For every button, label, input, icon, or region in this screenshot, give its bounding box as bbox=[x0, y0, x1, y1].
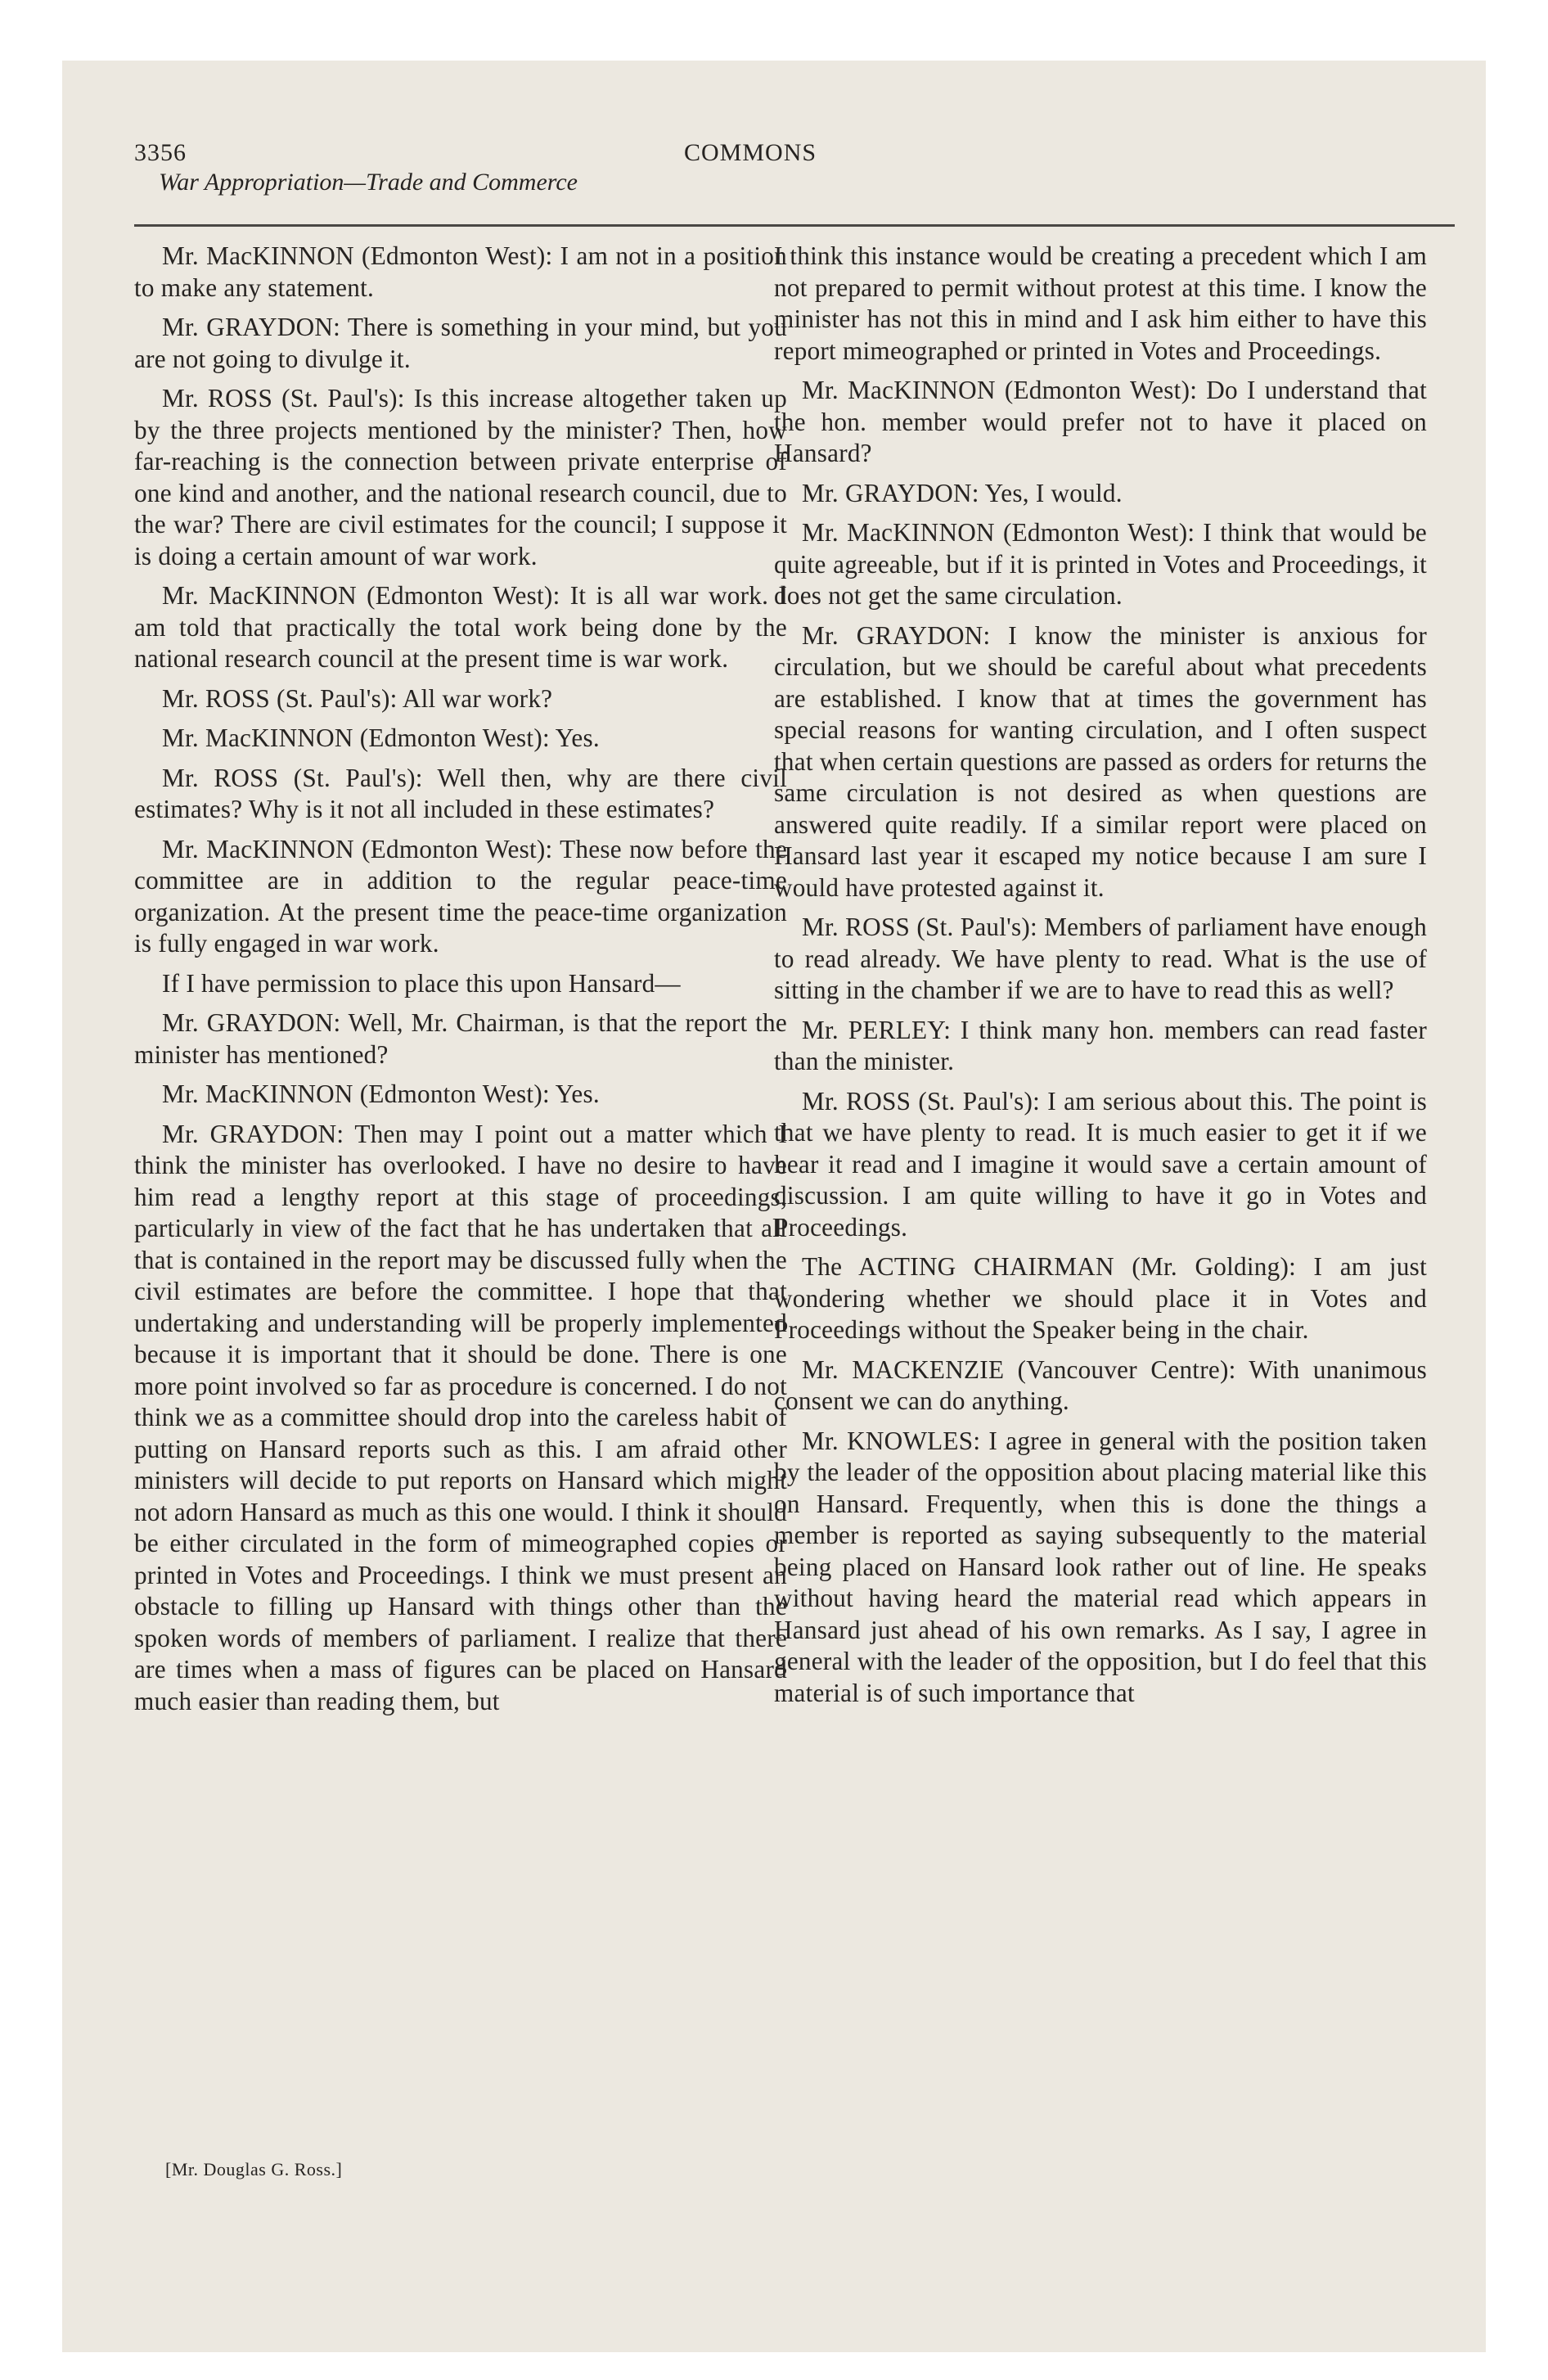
paragraph: Mr. MacKINNON (Edmonton West): These now before the committee are in addition to the regular peace-time organization. At the present time the peace-time organization is fully engaged in war work. bbox=[134, 834, 787, 958]
section-title: War Appropriation—Trade and Commerce bbox=[159, 169, 578, 196]
paragraph: Mr. KNOWLES: I agree in general with the position taken by the leader of the opposition about placing material like this on Hansard. Frequently, when this is done the things a member is reported as saying subsequently to the material being placed on Hansard look rather out of line. He speaks without having heard the material read which appears in Hansard just ahead of his own remarks. As I say, I agree in general with the leader of the opposition, but I do feel that this material is of such importance that bbox=[774, 1426, 1427, 1707]
paragraph: Mr. ROSS (St. Paul's): Is this increase altogether taken up by the three projects mentioned by the minister? Then, how far-reaching is the connection between private enterprise of one kind and another, and the national research council, due to the war? There are civil estimates for the council; I suppose it is doing a certain amount of war work. bbox=[134, 384, 787, 570]
left-column bbox=[134, 241, 787, 1725]
paragraph: Mr. MacKINNON (Edmonton West): It is all war work. I am told that practically the total work being done by the national research council at the present time is war work. bbox=[134, 581, 787, 673]
running-head: COMMONS bbox=[684, 139, 817, 166]
paragraph: Mr. MacKINNON (Edmonton West): I think that would be quite agreeable, but if it is printed in Votes and Proceedings, it does not get the same circulation. bbox=[774, 518, 1427, 610]
paragraph: Mr. PERLEY: I think many hon. members can read faster than the minister. bbox=[774, 1015, 1427, 1075]
paragraph: Mr. GRAYDON: There is something in your mind, but you are not going to divulge it. bbox=[134, 313, 787, 373]
page-number: 3356 bbox=[134, 139, 187, 166]
paragraph: Mr. GRAYDON: I know the minister is anxious for circulation, but we should be careful about what precedents are established. I know that at times the government has special reasons for wanting circulation, and I often suspect that when certain questions are passed as orders for returns the same circulation is not desired as when questions are answered quite readily. If a similar report were placed on Hansard last year it escaped my notice because I am sure I would have protested against it. bbox=[774, 620, 1427, 902]
page-header bbox=[62, 61, 1486, 224]
scanned-page bbox=[62, 61, 1486, 2352]
paragraph: I think this instance would be creating a precedent which I am not prepared to permit without protest at this time. I know the minister has not this in mind and I ask him either to have this report mimeographed or printed in Votes and Proceedings. bbox=[774, 241, 1427, 365]
paragraph: Mr. MacKINNON (Edmonton West): Yes. bbox=[162, 1080, 600, 1108]
paragraph: Mr. MacKINNON (Edmonton West): Yes. bbox=[162, 723, 600, 752]
speaker-attribution: [Mr. Douglas G. Ross.] bbox=[165, 2159, 343, 2179]
paragraph: Mr. MacKINNON (Edmonton West): I am not in a position to make any statement. bbox=[134, 241, 787, 302]
header-rule bbox=[134, 224, 1455, 227]
paragraph: Mr. MACKENZIE (Vancouver Centre): With unanimous consent we can do anything. bbox=[774, 1355, 1427, 1415]
paragraph: If I have permission to place this upon Hansard— bbox=[162, 968, 681, 998]
paragraph: Mr. ROSS (St. Paul's): Well then, why are there civil estimates? Why is it not all included in these estimates? bbox=[134, 763, 787, 823]
right-column bbox=[774, 241, 1427, 1717]
paragraph: Mr. ROSS (St. Paul's): I am serious about this. The point is that we have plenty to read. It is much easier to get it if we hear it read and I imagine it would save a certain amount of discussion. I am quite willing to have it go in Votes and Proceedings. bbox=[774, 1086, 1427, 1242]
paragraph: Mr. ROSS (St. Paul's): All war work? bbox=[162, 683, 553, 713]
paragraph: Mr. ROSS (St. Paul's): Members of parliament have enough to read already. We have plenty to read. What is the use of sitting in the chamber if we are to have to read this as well? bbox=[774, 913, 1427, 1004]
paragraph: The ACTING CHAIRMAN (Mr. Golding): I am just wondering whether we should place it in Votes and Proceedings without the Speaker being in the chair. bbox=[774, 1252, 1427, 1344]
paragraph: Mr. GRAYDON: Yes, I would. bbox=[802, 478, 1123, 507]
paragraph: Mr. GRAYDON: Well, Mr. Chairman, is that the report the minister has mentioned? bbox=[134, 1008, 787, 1069]
paragraph: Mr. GRAYDON: Then may I point out a matter which I think the minister has overlooked. I have no desire to have him read a lengthy report at this stage of proceedings, particularly in view of the fact that he has undertaken that all that is contained in the report may be discussed fully when the civil estimates are before the committee. I hope that that undertaking and understanding will be properly implemented because it is important that it should be done. There is one more point involved so far as procedure is concerned. I do not think we as a committee should drop into the careless habit of putting on Hansard reports such as this. I am afraid other ministers will decide to put reports on Hansard which might not adorn Hansard as much as this one would. I think it should be either circulated in the form of mimeographed copies or printed in Votes and Proceedings. I think we must present an obstacle to filling up Hansard with things other than the spoken words of members of parliament. I realize that there are times when a mass of figures can be placed on Hansard much easier than reading them, but bbox=[134, 1119, 787, 1715]
paragraph: Mr. MacKINNON (Edmonton West): Do I understand that the hon. member would prefer not to have it placed on Hansard? bbox=[774, 376, 1427, 467]
